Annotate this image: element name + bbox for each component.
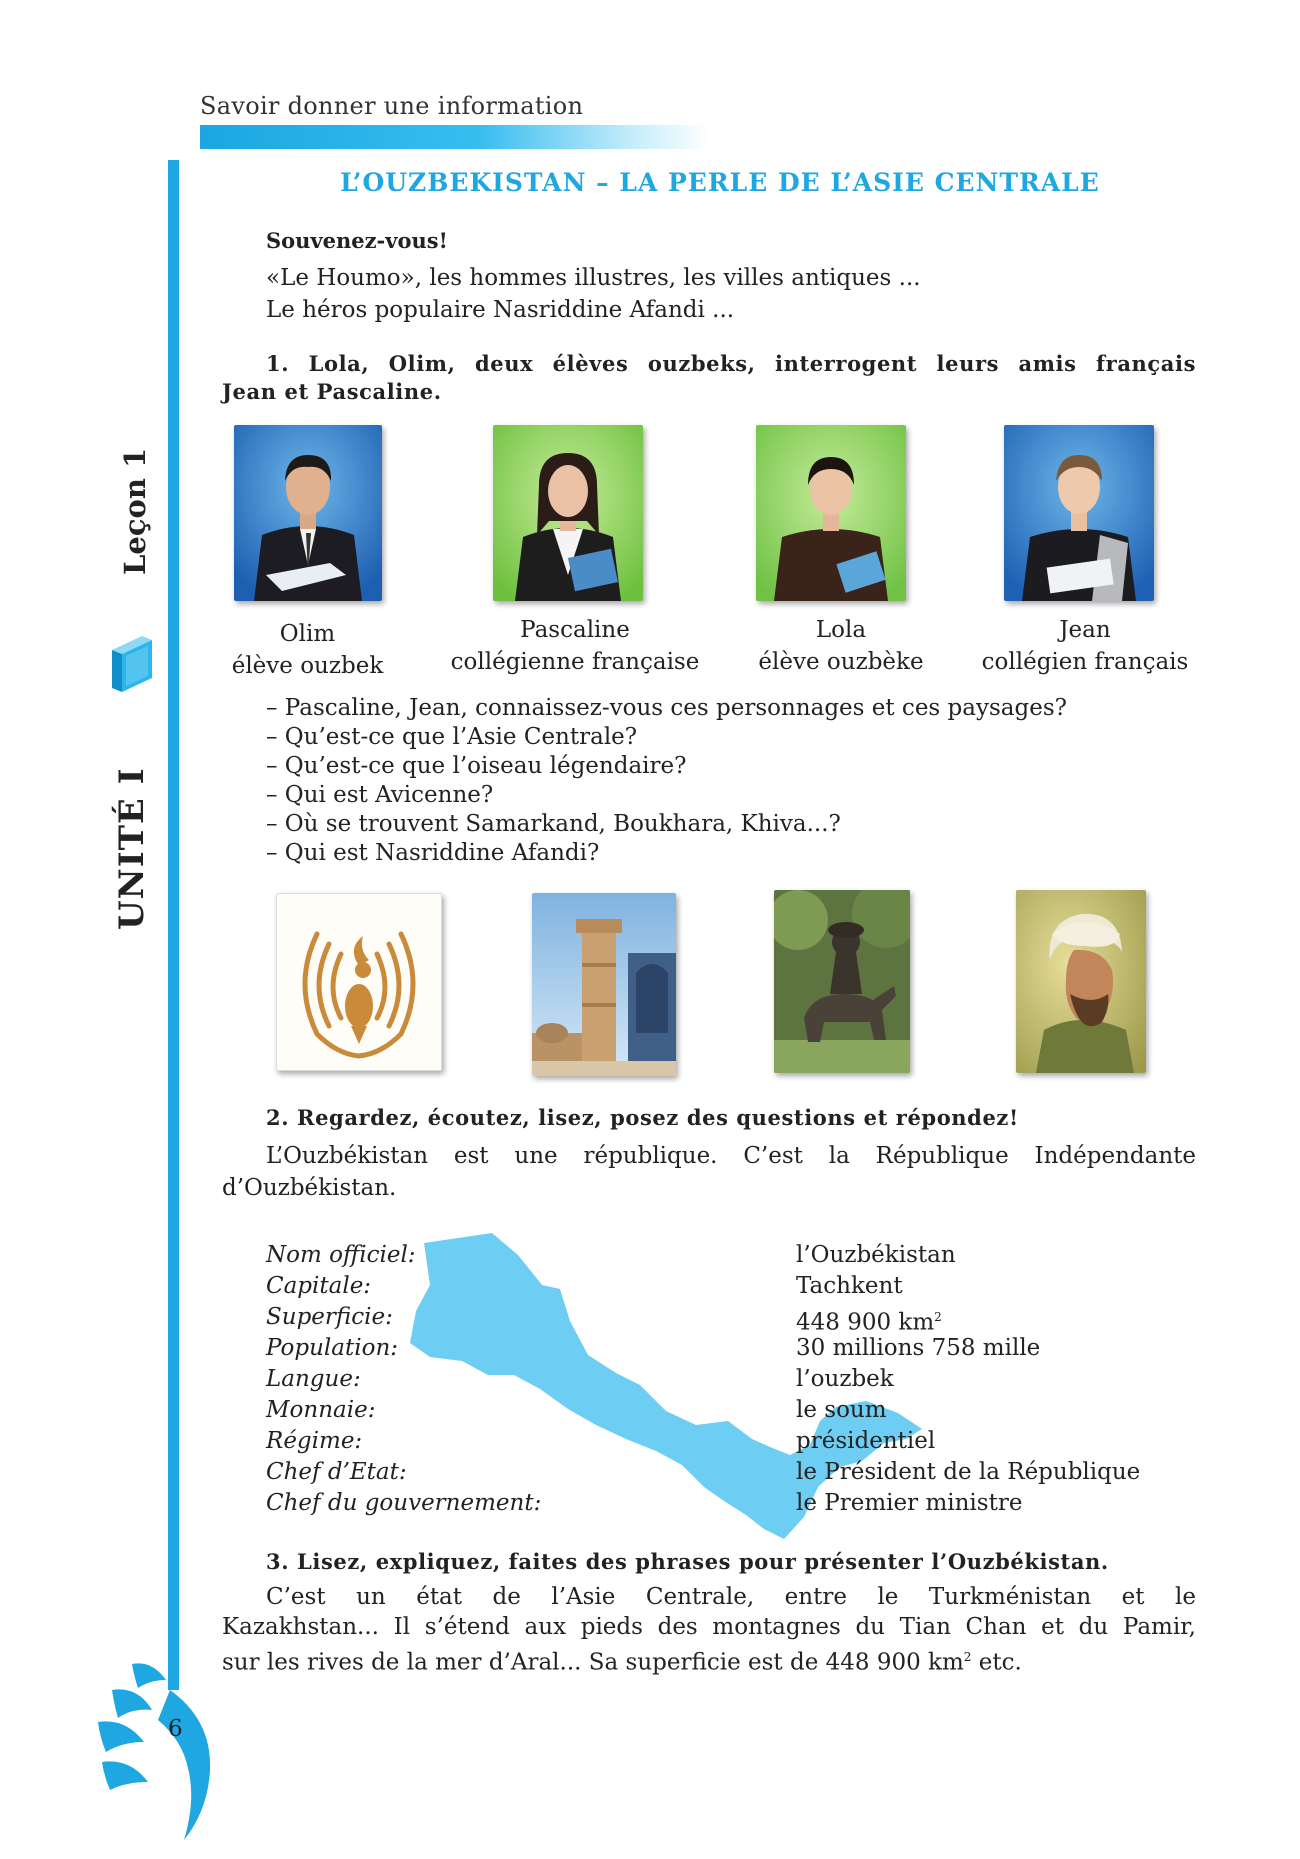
info-value: 30 millions 758 mille bbox=[796, 1335, 1041, 1361]
info-value: 448 900 km bbox=[796, 1309, 935, 1336]
caption-jean-name: Jean bbox=[1059, 617, 1111, 643]
info-row bbox=[266, 1364, 1206, 1395]
caption-olim-role: élève ouzbek bbox=[231, 653, 384, 679]
info-row bbox=[266, 1457, 1206, 1488]
photo-lola bbox=[756, 425, 906, 601]
caption-olim bbox=[200, 618, 415, 682]
info-row bbox=[266, 1395, 1206, 1426]
exercise-3-text-line-3-sup: 2 bbox=[963, 1650, 972, 1664]
info-table bbox=[266, 1240, 1206, 1519]
question-item: – Qu’est-ce que l’oiseau légendaire? bbox=[266, 753, 687, 779]
info-row bbox=[266, 1271, 1206, 1302]
info-value: le soum bbox=[796, 1397, 887, 1423]
exercise-2-text-line-1: L’Ouzbékistan est une république. C’est la République Indépendante bbox=[266, 1143, 1196, 1169]
question-item: – Qui est Avicenne? bbox=[266, 782, 494, 808]
info-label: Population: bbox=[266, 1335, 399, 1361]
info-value: présidentiel bbox=[796, 1428, 936, 1454]
photo-pascaline bbox=[493, 425, 643, 601]
info-value: l’ouzbek bbox=[796, 1366, 894, 1392]
caption-pascaline-name: Pascaline bbox=[520, 617, 630, 643]
info-value: Tachkent bbox=[796, 1273, 903, 1299]
info-label: Langue: bbox=[266, 1366, 361, 1392]
info-label: Chef d’Etat: bbox=[266, 1459, 407, 1485]
image-avicenna-portrait bbox=[1016, 890, 1146, 1073]
info-label: Chef du gouvernement: bbox=[266, 1490, 542, 1516]
exercise-3-text-line-3 bbox=[222, 1642, 1022, 1678]
photo-olim bbox=[234, 425, 382, 601]
caption-pascaline-role: collégienne française bbox=[450, 649, 700, 675]
question-list bbox=[266, 694, 1186, 868]
caption-pascaline bbox=[425, 614, 725, 678]
side-label-lecon: Leçon 1 bbox=[118, 447, 152, 575]
side-label-unite: UNITÉ I bbox=[112, 767, 152, 930]
caption-lola bbox=[730, 614, 952, 678]
info-value: le Premier ministre bbox=[796, 1490, 1023, 1516]
exercise-2-instruction: 2. Regardez, écoutez, lisez, posez des questions et répondez! bbox=[266, 1105, 1019, 1130]
caption-olim-name: Olim bbox=[279, 621, 336, 647]
souvenez-line-2: Le héros populaire Nasriddine Afandi ... bbox=[266, 297, 735, 323]
header-bar bbox=[200, 125, 710, 149]
exercise-3-text-line-3-end: etc. bbox=[971, 1649, 1022, 1676]
info-label: Superficie: bbox=[266, 1304, 393, 1330]
image-humo-bird bbox=[276, 893, 442, 1071]
question-item: – Où se trouvent Samarkand, Boukhara, Khiva...? bbox=[266, 811, 841, 837]
caption-jean-role: collégien français bbox=[981, 649, 1189, 675]
running-header: Savoir donner une information bbox=[200, 92, 584, 120]
question-item: – Qui est Nasriddine Afandi? bbox=[266, 840, 600, 866]
image-afandi-statue bbox=[774, 890, 910, 1073]
caption-lola-role: élève ouzbèke bbox=[758, 649, 924, 675]
info-row bbox=[266, 1426, 1206, 1457]
exercise-1-instruction: 1. Lola, Olim, deux élèves ouzbeks, interrogent leurs amis français bbox=[266, 351, 1196, 376]
souvenez-heading: Souvenez-vous! bbox=[266, 228, 448, 253]
exercise-1-instruction-cont: Jean et Pascaline. bbox=[222, 379, 442, 404]
page-title: L’OUZBEKISTAN – LA PERLE DE L’ASIE CENTRALE bbox=[340, 168, 1100, 197]
caption-lola-name: Lola bbox=[815, 617, 867, 643]
info-value: l’Ouzbékistan bbox=[796, 1242, 956, 1268]
info-label: Capitale: bbox=[266, 1273, 372, 1299]
info-label: Nom officiel: bbox=[266, 1242, 416, 1268]
info-row bbox=[266, 1488, 1206, 1519]
info-label: Régime: bbox=[266, 1428, 363, 1454]
left-rule bbox=[168, 160, 179, 1690]
decorative-ornament bbox=[92, 1650, 232, 1850]
exercise-3-instruction: 3. Lisez, expliquez, faites des phrases pour présenter l’Ouzbékistan. bbox=[266, 1549, 1109, 1574]
question-item: – Qu’est-ce que l’Asie Centrale? bbox=[266, 724, 638, 750]
page-number: 6 bbox=[168, 1716, 183, 1742]
exercise-3-text-line-2: Kazakhstan... Il s’étend aux pieds des montagnes du Tian Chan et du Pamir, bbox=[222, 1614, 1196, 1640]
book-icon bbox=[106, 632, 158, 694]
info-label: Monnaie: bbox=[266, 1397, 376, 1423]
caption-jean bbox=[960, 614, 1210, 678]
souvenez-line-1: «Le Houmo», les hommes illustres, les villes antiques ... bbox=[266, 265, 921, 291]
image-kalon-minaret bbox=[532, 893, 676, 1076]
exercise-3-text-line-3-main: sur les rives de la mer d’Aral... Sa superficie est de 448 900 km bbox=[222, 1649, 964, 1676]
info-row bbox=[266, 1302, 1206, 1336]
exercise-2-text-line-2: d’Ouzbékistan. bbox=[222, 1175, 397, 1201]
photo-jean bbox=[1004, 425, 1154, 601]
info-row bbox=[266, 1240, 1206, 1271]
question-item: – Pascaline, Jean, connaissez-vous ces personnages et ces paysages? bbox=[266, 695, 1067, 721]
info-value-sup: 2 bbox=[934, 1310, 942, 1324]
info-row bbox=[266, 1333, 1206, 1364]
info-value: le Président de la République bbox=[796, 1459, 1141, 1485]
exercise-3-text-line-1: C’est un état de l’Asie Centrale, entre le Turkménistan et le bbox=[266, 1584, 1196, 1610]
